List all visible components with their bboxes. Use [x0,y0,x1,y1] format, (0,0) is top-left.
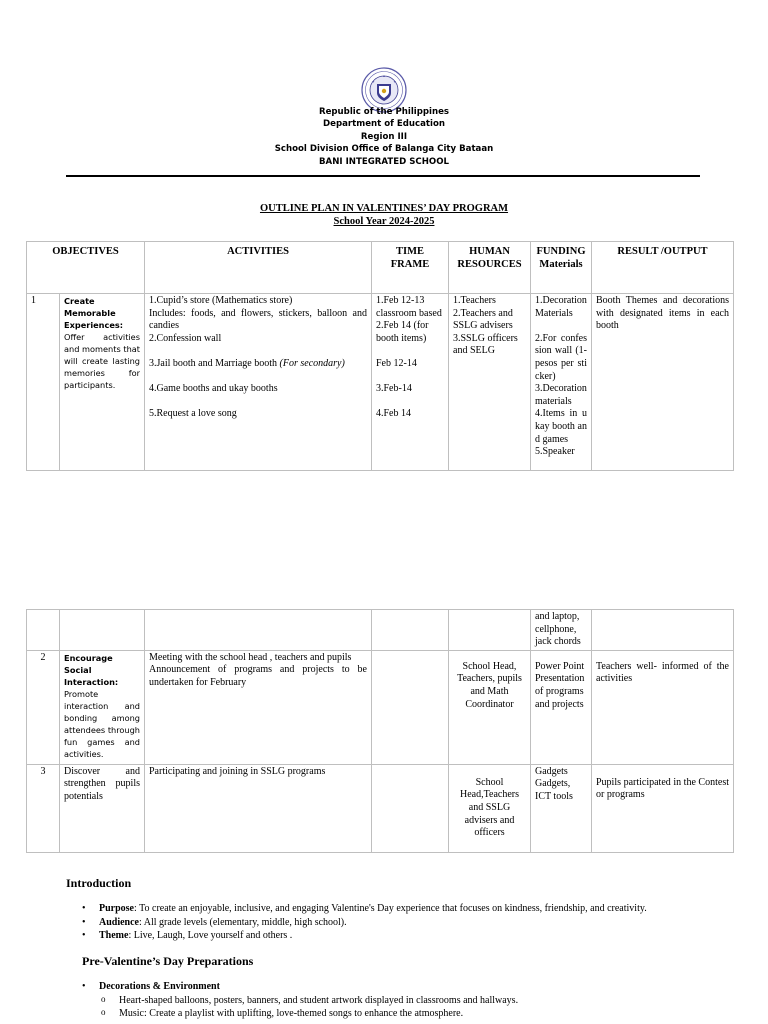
preparations-heading: Pre-Valentine’s Day Preparations [82,954,254,968]
row2-result: Teachers well- informed of the activities [592,650,734,764]
header-activities: ACTIVITIES [145,242,372,294]
row2-number: 2 [27,650,60,764]
header-line-region: Region III [360,131,408,142]
row2-human-resources: School Head, Teachers, pupils and Math Coordinator [449,650,531,764]
row3-activities: Participating and joining in SSLG programs [145,764,372,852]
table-row-continued [27,610,734,651]
list-item-purpose: • Purpose: To create an enjoyable, inclusive, and engaging Valentine's Day experience that focuses on kindness, friendship, and creativity. [82,902,647,916]
table-header-row [27,242,734,294]
row3-result: Pupils participated in the Contest or programs [592,764,734,852]
row1-objective-title: Create Memorable Experiences: [64,296,124,330]
list-item-theme: • Theme: Live, Laugh, Love yourself and others . [82,929,647,943]
row2-objective-title: Encourage Social Interaction: [64,652,119,687]
document-title: OUTLINE PLAN IN VALENTINES’ DAY PROGRAM [259,203,509,214]
sublist-item-balloons: o Heart-shaped balloons, posters, banners, and student artwork displayed in classrooms and hallways. [82,994,518,1008]
header-objectives: OBJECTIVES [27,242,145,294]
header-line-department: Department of Education [322,119,445,130]
row1-activities: 1.Cupid’s store (Mathematics store) Includes: foods, and flowers, stickers, balloon and candies 2.Confession wall 3.Jail booth and Marriage booth (For secondary) 4.Game booths and ukay booths 5.Request a love song [145,294,372,471]
row1-objective-text: Offer activities and moments that will create lasting memories for participants. [64,332,140,390]
header-time-frame: TIME FRAME [372,242,449,294]
table-row-1 [27,294,734,471]
header-divider [66,175,700,177]
header-line-republic: Republic of the Philippines [318,107,450,117]
row1-result: Booth Themes and decorations with designated items in each booth [592,294,734,471]
header-line-division: School Division Office of Balanga City Bataan [274,144,494,155]
row3-human-resources: School Head,Teachers and SSLG advisers and officers [449,764,531,852]
preparations-list [82,980,518,1021]
row3-objective: Discover and strengthen pupils potentials [60,764,145,852]
row3-funding: Gadgets Gadgets, ICT tools [531,764,592,852]
plan-table-page1 [26,241,734,471]
row2-funding: Power Point Presentation of programs and projects [531,650,592,764]
row3-number: 3 [27,764,60,852]
row1-funding: 1.Decoration Materials 2.For confession wall (1-pesos per sticker) 3.Decoration materials 4.Items in ukay booth and games 5.Speaker [531,294,592,471]
header-line-school: BANI INTEGRATED SCHOOL [319,156,449,167]
table-row-2 [27,650,734,764]
row1-objective [60,294,145,471]
header-funding: FUNDING Materials [531,242,592,294]
row3-time-frame [372,764,449,852]
decorations-sublist [82,994,518,1021]
letterhead [0,106,768,168]
row1-number: 1 [27,294,60,471]
document-subtitle: School Year 2024-2025 [333,216,435,227]
row2-objective [60,650,145,764]
list-item-decorations: • Decorations & Environment o Heart-shaped balloons, posters, banners, and student artwork displayed in classrooms and hallways. o Music: Create a playlist with uplifting, love-themed songs to enhance the atmosphere. [82,980,518,1021]
continued-funding: and laptop, cellphone, jack chords [531,610,592,651]
row2-objective-text: Promote interaction and bonding among attendees through fun games and activities. [64,688,140,759]
row1-time-frame: 1.Feb 12-13 classroom based 2.Feb 14 (for booth items) Feb 12-14 3.Feb-14 4.Feb 14 [372,294,449,471]
plan-table-page2 [26,609,734,853]
row2-time-frame [372,650,449,764]
table-row-3 [27,764,734,852]
row1-human-resources: 1.Teachers 2.Teachers and SSLG advisers 3.SSLG officers and SELG [449,294,531,471]
header-result: RESULT /OUTPUT [592,242,734,294]
introduction-heading: Introduction [66,876,132,890]
list-item-audience: • Audience: All grade levels (elementary, middle, high school). [82,916,647,930]
row2-activities: Meeting with the school head , teachers and pupils Announcement of programs and projects to be undertaken for February [145,650,372,764]
sublist-item-music: o Music: Create a playlist with uplifting, love-themed songs to enhance the atmosphere. [82,1007,518,1021]
header-human-resources: HUMAN RESOURCES [449,242,531,294]
introduction-list [82,902,647,943]
